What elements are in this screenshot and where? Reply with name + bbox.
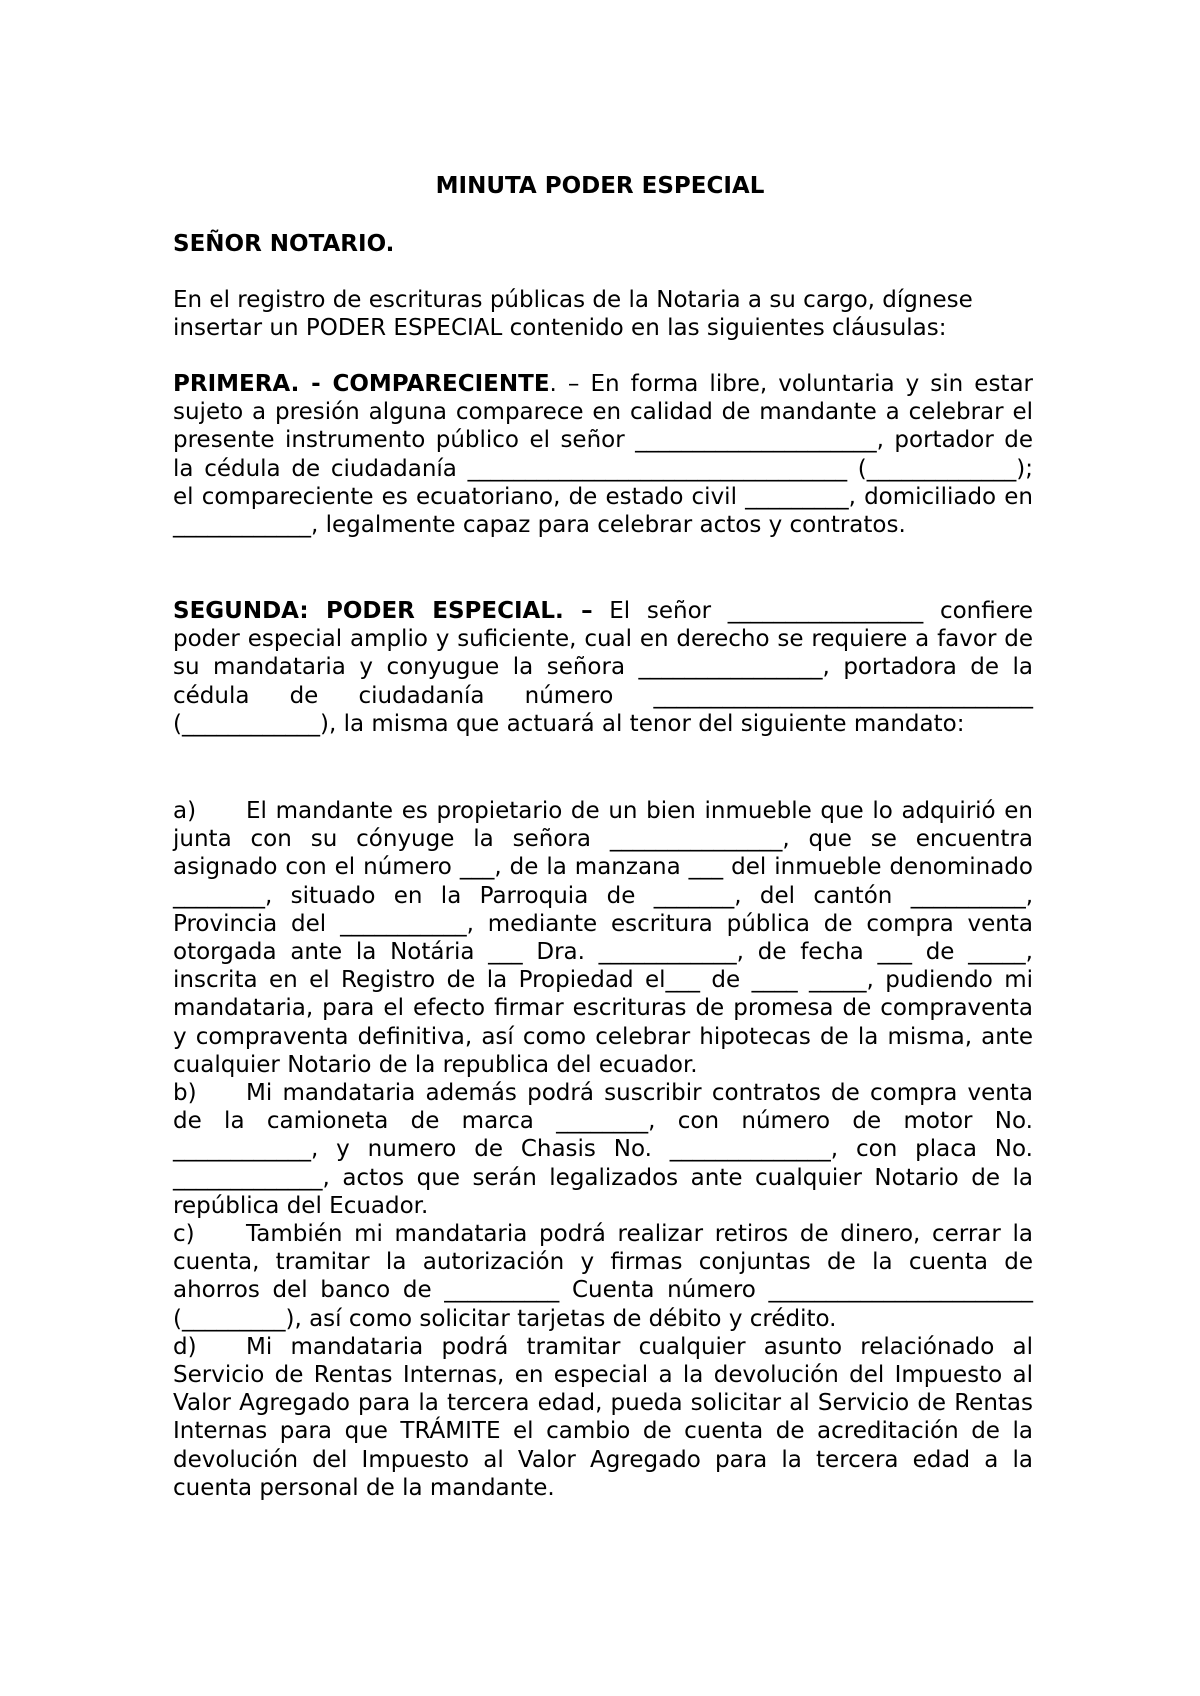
mandate-item-label: a) bbox=[173, 798, 197, 824]
mandate-item-text: Mi mandataria además podrá suscribir contratos de compra venta de la camioneta de marca ________, con número de motor No. ____________, y numero de Chasis No. ______________, con placa No. _____________, actos que serán legalizados ante cualquier Notario de la república del Ecuador. bbox=[173, 1080, 1033, 1219]
clause-primera-heading: PRIMERA. - COMPARECIENTE bbox=[173, 371, 550, 397]
mandate-list bbox=[173, 797, 1033, 1502]
mandate-item-a bbox=[173, 797, 1033, 1079]
mandate-item-text: También mi mandataria podrá realizar retiros de dinero, cerrar la cuenta, tramitar la autorización y firmas conjuntas de la cuenta de ahorros del banco de __________ Cuenta número _______________________ (_________), así como solicitar tarjetas de débito y crédito. bbox=[173, 1221, 1033, 1332]
salutation: SEÑOR NOTARIO. bbox=[173, 231, 395, 257]
intro-paragraph: En el registro de escrituras públicas de la Notaria a su cargo, dígnese insertar un PODER ESPECIAL contenido en las siguientes cláusulas: bbox=[173, 287, 973, 342]
clause-primera-body: . – En forma libre, voluntaria y sin estar sujeto a presión alguna comparece en calidad de mandante a celebrar el presente instrumento público el señor _____________________, portador de la cédula de ciudadanía _________________________________ (_____________); el compareciente es ecuatoriano, de estado civil _________, domiciliado en ____________, legalmente capaz para celebrar actos y contratos. bbox=[173, 371, 1033, 539]
clause-segunda bbox=[173, 597, 1033, 738]
document-title: MINUTA PODER ESPECIAL bbox=[435, 173, 765, 199]
clause-primera bbox=[173, 370, 1033, 539]
mandate-item-b bbox=[173, 1079, 1033, 1220]
mandate-item-text: Mi mandataria podrá tramitar cualquier asunto relaciónado al Servicio de Rentas Internas, en especial a la devolución del Impuesto al Valor Agregado para la tercera edad, pueda solicitar al Servicio de Rentas Internas para que TRÁMITE el cambio de cuenta de acreditación de la devolución del Impuesto al Valor Agregado para la tercera edad a la cuenta personal de la mandante. bbox=[173, 1333, 1033, 1501]
mandate-item-d bbox=[173, 1333, 1033, 1502]
mandate-item-text: El mandante es propietario de un bien inmueble que lo adquirió en junta con su cónyuge la señora _______________, que se encuentra asignado con el número ___, de la manzana ___ del inmueble denominado ________, situado en la Parroquia de _______, del cantón __________, Provincia del ___________, mediante escritura pública de compra venta otorgada ante la Notária ___ Dra. ____________, de fecha ___ de _____, inscrita en el Registro de la Propiedad el___ de ____ _____, pudiendo mi mandataria, para el efecto firmar escrituras de promesa de compraventa y compraventa definitiva, así como celebrar hipotecas de la misma, ante cualquier Notario de la republica del ecuador. bbox=[173, 798, 1033, 1078]
clause-segunda-body: El señor _________________ confiere poder especial amplio y suficiente, cual en derecho se requiere a favor de su mandataria y conyugue la señora ________________, portadora de la cédula de ciudadanía número _________________________________ (____________), la misma que actuará al tenor del siguiente mandato: bbox=[173, 598, 1033, 737]
mandate-item-c bbox=[173, 1220, 1033, 1333]
mandate-item-label: c) bbox=[173, 1221, 195, 1248]
mandate-item-label: b) bbox=[173, 1080, 197, 1107]
clause-segunda-heading: SEGUNDA: PODER ESPECIAL. – bbox=[173, 598, 593, 624]
mandate-item-label: d) bbox=[173, 1333, 197, 1360]
